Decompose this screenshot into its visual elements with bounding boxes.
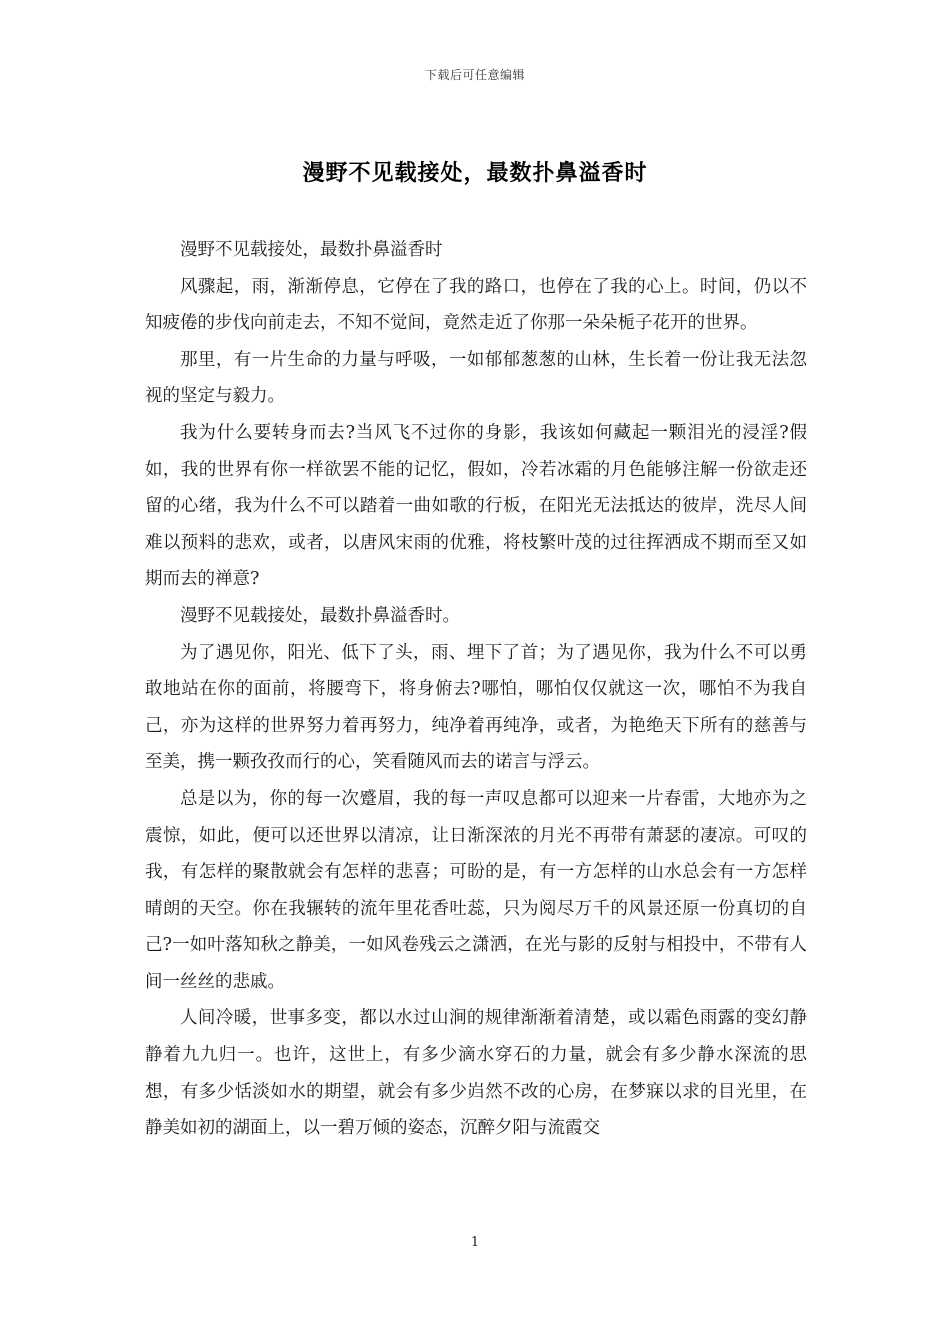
paragraph: 风骤起，雨，渐渐停息，它停在了我的路口，也停在了我的心上。时间，仍以不知疲倦的步伐向前走去，不知不觉间，竟然走近了你那一朵朵栀子花开的世界。 — [145, 276, 807, 334]
paragraph: 漫野不见载接处，最数扑鼻溢香时。 — [180, 605, 460, 626]
document-body — [145, 232, 807, 1147]
paragraph: 我为什么要转身而去?当风飞不过你的身影，我该如何藏起一颗泪光的浸淫?假如，我的世界有你一样欲罢不能的记忆，假如，冷若冰霜的月色能够注解一份欲走还留的心绪，我为什么不可以踏着一曲如歌的行板，在阳光无法抵达的彼岸，洗尽人间难以预料的悲欢，或者，以唐风宋雨的优雅，将枝繁叶茂的过往挥洒成不期而至又如期而去的禅意? — [145, 422, 807, 590]
page-number: 1 — [470, 1235, 480, 1250]
paragraph: 漫野不见载接处，最数扑鼻溢香时 — [180, 240, 443, 260]
paragraph: 人间冷暖，世事多变，都以水过山涧的规律渐渐着清楚，或以霜色雨露的变幻静静着九九归一。也许，这世上，有多少滴水穿石的力量，就会有多少静水深流的思想，有多少恬淡如水的期望，就会有多少岿然不改的心房，在梦寐以求的目光里，在静美如初的湖面上，以一碧万倾的姿态，沉醉夕阳与流霞交 — [145, 1008, 807, 1139]
paragraph: 总是以为，你的每一次蹙眉，我的每一声叹息都可以迎来一片春雷，大地亦为之震惊，如此，便可以还世界以清凉，让日渐深浓的月光不再带有萧瑟的凄凉。可叹的我，有怎样的聚散就会有怎样的悲喜；可盼的是，有一方怎样的山水总会有一方怎样晴朗的天空。你在我辗转的流年里花香吐蕊，只为阅尽万千的风景还原一份真切的自己?一如叶落知秋之静美，一如风卷残云之潇洒，在光与影的反射与相投中，不带有人间一丝丝的悲戚。 — [145, 788, 807, 992]
document-title: 漫野不见载接处，最数扑鼻溢香时 — [302, 160, 648, 186]
paragraph: 那里，有一片生命的力量与呼吸，一如郁郁葱葱的山林，生长着一份让我无法忽视的坚定与毅力。 — [145, 349, 807, 407]
paragraph: 为了遇见你，阳光、低下了头，雨、埋下了首；为了遇见你，我为什么不可以勇敢地站在你的面前，将腰弯下，将身俯去?哪怕，哪怕仅仅就这一次，哪怕不为我自己，亦为这样的世界努力着再努力，纯净着再纯净，或者，为艳绝天下所有的慈善与至美，携一颗孜孜而行的心，笑看随风而去的诺言与浮云。 — [145, 642, 807, 773]
header-note: 下载后可任意编辑 — [424, 68, 525, 82]
